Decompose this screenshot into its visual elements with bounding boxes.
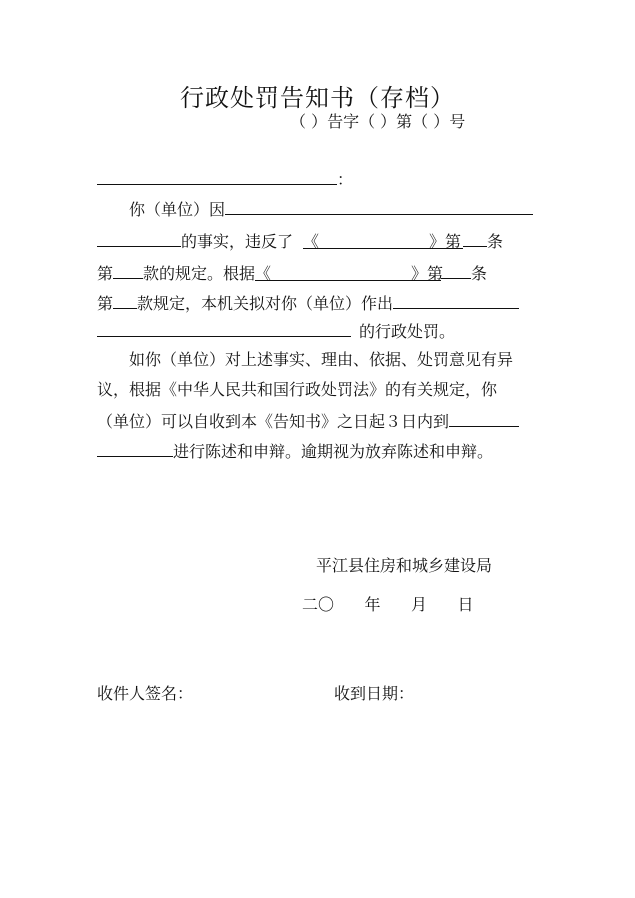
recipient-blank[interactable] <box>97 170 337 185</box>
text: 第 <box>97 294 114 313</box>
issue-date: 二〇 年 月 日 <box>302 595 474 614</box>
basis-clause-blank[interactable] <box>113 294 137 309</box>
text: 《 <box>255 264 272 283</box>
recipient-line <box>97 170 353 188</box>
body-p2-line-3 <box>97 412 519 430</box>
text: 的行政处罚。 <box>359 322 456 341</box>
document-title: 行政处罚告知书（存档） <box>180 84 455 112</box>
body-line-5 <box>97 322 455 340</box>
text: 的事实，违反了 <box>181 232 294 251</box>
text: 第 <box>97 264 114 283</box>
facts-blank[interactable] <box>97 232 181 247</box>
body-p2-line-2: 议，根据《中华人民共和国行政处罚法》的有关规定，你 <box>97 380 498 399</box>
text: 》第 <box>411 264 444 283</box>
recipient-colon: ： <box>337 170 354 189</box>
legal-basis-blank[interactable] <box>255 264 444 283</box>
signature-label: 收件人签名： <box>97 684 194 703</box>
reason-blank[interactable] <box>225 200 533 215</box>
penalty-cont-blank[interactable] <box>97 322 351 337</box>
text: 款的规定。根据 <box>143 264 256 283</box>
text: 《 <box>303 232 320 251</box>
issuer-name: 平江县住房和城乡建设局 <box>316 556 493 575</box>
body-line-1 <box>129 200 533 218</box>
text: （单位）可以自收到本《告知书》之日起３日内到 <box>97 412 450 431</box>
received-date-label: 收到日期： <box>334 684 415 703</box>
body-line-4 <box>97 294 519 312</box>
text: 条 <box>471 264 488 283</box>
text: 》第 <box>429 232 462 251</box>
document-number: （ ）告字（ ）第（ ）号 <box>290 112 466 131</box>
location-blank[interactable] <box>449 412 519 427</box>
penalty-blank[interactable] <box>393 294 519 309</box>
location-cont-blank[interactable] <box>97 442 173 457</box>
text: 进行陈述和申辩。逾期视为放弃陈述和申辩。 <box>173 442 494 461</box>
body-line-2 <box>97 232 503 250</box>
article-blank[interactable] <box>463 232 487 247</box>
body-line-3 <box>97 264 487 282</box>
text: 条 <box>487 232 504 251</box>
clause-blank[interactable] <box>113 264 143 279</box>
basis-article-blank[interactable] <box>441 264 471 279</box>
body-p2-line-1: 如你（单位）对上述事实、理由、依据、处罚意见有异 <box>129 350 514 369</box>
violated-law-blank[interactable] <box>303 234 463 249</box>
text: 你（单位）因 <box>129 200 226 219</box>
text: 款规定，本机关拟对你（单位）作出 <box>137 294 394 313</box>
body-p2-line-4 <box>97 442 493 460</box>
